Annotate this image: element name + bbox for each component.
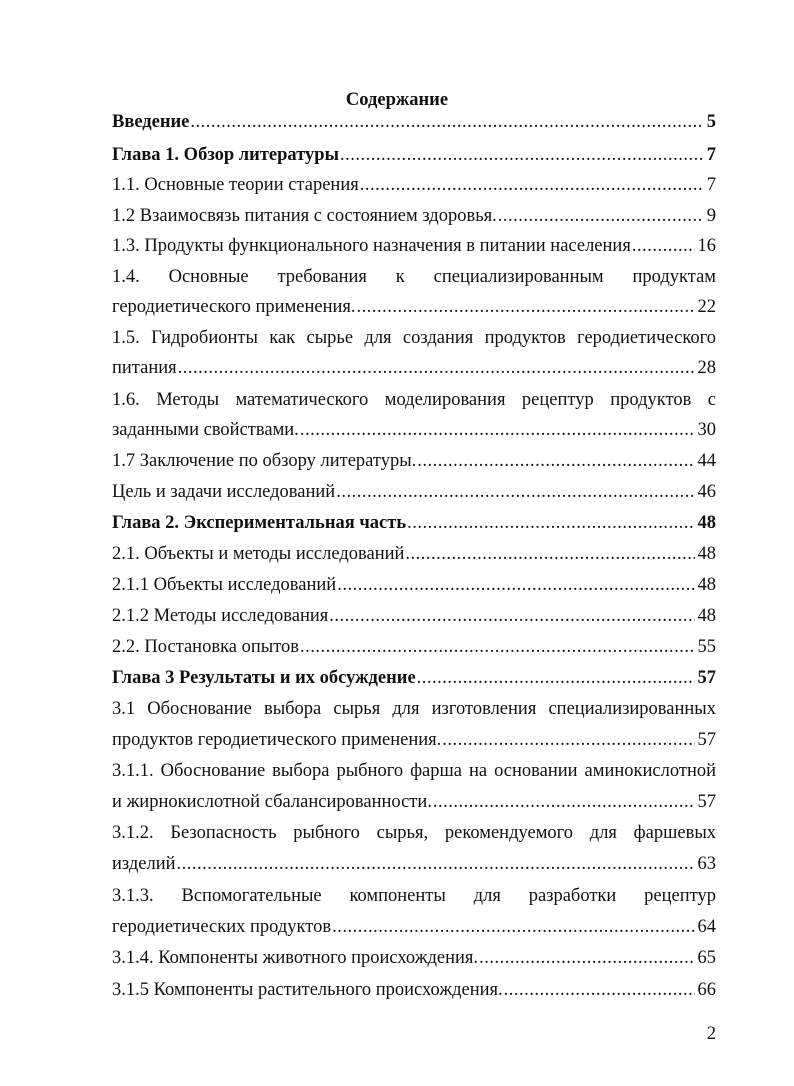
- toc-entry-1-6[interactable]: [112, 418, 716, 442]
- toc-entry-1-1[interactable]: [112, 173, 716, 197]
- dot-leader: [178, 356, 695, 380]
- dot-leader: [479, 946, 694, 970]
- toc-entry-page: 48: [697, 575, 716, 595]
- toc-entry-3-1-5[interactable]: [112, 978, 716, 1002]
- toc-entry-page: 16: [697, 236, 716, 256]
- toc-entry-title: Введение: [112, 112, 190, 132]
- toc-entry-2-2[interactable]: [112, 635, 716, 659]
- toc-entry-title: продуктов геродиетического применения.: [112, 730, 442, 750]
- toc-entry-2-1-1[interactable]: [112, 573, 716, 597]
- toc-entry-page: 28: [697, 358, 716, 378]
- toc-entry-page: 66: [697, 980, 716, 1000]
- toc-entry-title: питания: [112, 358, 177, 378]
- toc-entry-3-1[interactable]: [112, 728, 716, 752]
- toc-entry-page: 30: [697, 420, 716, 440]
- toc-entry-page: 64: [697, 917, 716, 937]
- toc-entry-title: изделий: [112, 854, 176, 874]
- dot-leader: [300, 635, 694, 659]
- dot-leader: [190, 110, 703, 134]
- toc-entry-goals[interactable]: [112, 480, 716, 504]
- toc-entry-title: 1.3. Продукты функционального назначения в питании населения: [112, 236, 631, 256]
- toc-entry-1-4-line-1[interactable]: 1.4. Основные требования к специализированным продуктам: [112, 267, 716, 287]
- toc-entry-page: 48: [697, 513, 716, 533]
- dot-leader: [337, 573, 694, 597]
- toc-entry-title: 2.1. Объекты и методы исследований: [112, 544, 405, 564]
- toc-entry-2-1-2[interactable]: [112, 604, 716, 628]
- dot-leader: [504, 978, 695, 1002]
- dot-leader: [442, 728, 694, 752]
- toc-entry-3-1-2[interactable]: [112, 852, 716, 876]
- toc-entry-title: 1.2 Взаимосвязь питания с состоянием здоровья.: [112, 206, 497, 226]
- dot-leader: [357, 295, 695, 319]
- toc-entry-chapter-1[interactable]: [112, 143, 716, 167]
- toc-entry-page: 7: [706, 145, 716, 165]
- toc-entry-3-1-3-line-1[interactable]: 3.1.3. Вспомогательные компоненты для разработки рецептур: [112, 886, 716, 906]
- toc-entry-title: 2.2. Постановка опытов: [112, 637, 300, 657]
- toc-entry-chapter-2[interactable]: [112, 511, 716, 535]
- toc-entry-title: Цель и задачи исследований: [112, 482, 336, 502]
- toc-entry-chapter-3[interactable]: [112, 666, 716, 690]
- toc-entry-3-1-2-line-1[interactable]: 3.1.2. Безопасность рыбного сырья, рекомендуемого для фаршевых: [112, 823, 716, 843]
- toc-entry-title: Глава 2. Экспериментальная часть: [112, 513, 407, 533]
- dot-leader: [177, 852, 695, 876]
- toc-entry-1-2[interactable]: [112, 204, 716, 228]
- toc-entry-1-4[interactable]: [112, 295, 716, 319]
- toc-entry-page: 57: [697, 668, 716, 688]
- toc-entry-page: 44: [697, 451, 716, 471]
- toc-entry-page: 57: [697, 792, 716, 812]
- toc-entry-title: Глава 3 Результаты и их обсуждение: [112, 668, 416, 688]
- dot-leader: [336, 480, 694, 504]
- dot-leader: [360, 173, 704, 197]
- dot-leader: [405, 542, 694, 566]
- toc-entry-3-1-1-line-1[interactable]: 3.1.1. Обоснование выбора рыбного фарша на основании аминокислотной: [112, 761, 716, 781]
- page-title: Содержание: [345, 90, 449, 110]
- dot-leader: [340, 143, 704, 167]
- toc-entry-3-1-4[interactable]: [112, 946, 716, 970]
- toc-entry-title: Глава 1. Обзор литературы: [112, 145, 340, 165]
- toc-entry-title: 3.1.5 Компоненты растительного происхождения.: [112, 980, 503, 1000]
- toc-entry-3-1-line-1[interactable]: 3.1 Обоснование выбора сырья для изготовления специализированных: [112, 699, 716, 719]
- toc-entry-title: 1.1. Основные теории старения: [112, 175, 359, 195]
- dot-leader: [300, 418, 695, 442]
- toc-entry-3-1-3[interactable]: [112, 915, 716, 939]
- toc-entry-page: 5: [706, 112, 716, 132]
- dot-leader: [407, 511, 694, 535]
- dot-leader: [417, 449, 694, 473]
- toc-entry-page: 48: [697, 544, 716, 564]
- toc-entry-page: 55: [697, 637, 716, 657]
- toc-entry-page: 48: [697, 606, 716, 626]
- toc-entry-title: геродиетических продуктов: [112, 917, 332, 937]
- dot-leader: [329, 604, 694, 628]
- dot-leader: [417, 666, 695, 690]
- toc-entry-title: 2.1.1 Объекты исследований: [112, 575, 337, 595]
- toc-entry-page: 22: [697, 297, 716, 317]
- toc-entry-introduction[interactable]: [112, 110, 716, 134]
- toc-entry-1-6-line-1[interactable]: 1.6. Методы математического моделирования рецептур продуктов с: [112, 390, 716, 410]
- dot-leader: [632, 234, 695, 258]
- toc-entry-title: 1.7 Заключение по обзору литературы.: [112, 451, 417, 471]
- toc-entry-title: и жирнокислотной сбалансированности.: [112, 792, 432, 812]
- toc-entry-2-1[interactable]: [112, 542, 716, 566]
- toc-entry-title: заданными свойствами.: [112, 420, 299, 440]
- toc-entry-page: 9: [706, 206, 716, 226]
- toc-entry-page: 46: [697, 482, 716, 502]
- toc-entry-1-3[interactable]: [112, 234, 716, 258]
- dot-leader: [332, 915, 694, 939]
- toc-entry-page: 57: [697, 730, 716, 750]
- toc-entry-1-5-line-1[interactable]: 1.5. Гидробионты как сырье для создания продуктов геродиетического: [112, 328, 716, 348]
- toc-entry-1-7[interactable]: [112, 449, 716, 473]
- page-number: 2: [706, 1024, 716, 1044]
- toc-entry-3-1-1[interactable]: [112, 790, 716, 814]
- toc-entry-1-5[interactable]: [112, 356, 716, 380]
- toc-entry-title: 2.1.2 Методы исследования: [112, 606, 329, 626]
- toc-entry-page: 65: [697, 948, 716, 968]
- toc-entry-page: 63: [697, 854, 716, 874]
- toc-entry-title: геродиетического применения.: [112, 297, 356, 317]
- toc-entry-page: 7: [706, 175, 716, 195]
- dot-leader: [433, 790, 695, 814]
- toc-entry-title: 3.1.4. Компоненты животного происхождения.: [112, 948, 479, 968]
- dot-leader: [498, 204, 704, 228]
